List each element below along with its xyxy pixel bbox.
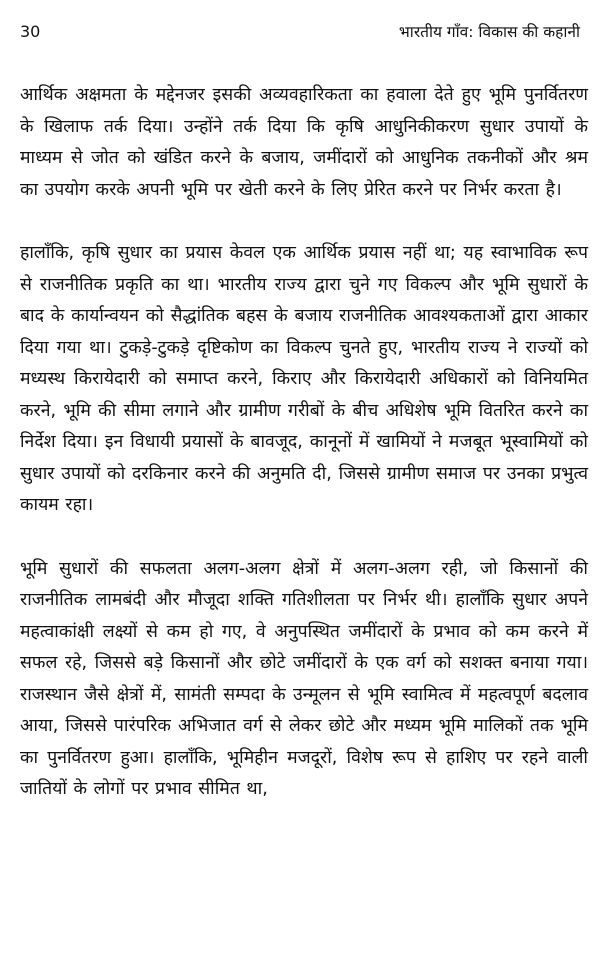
- page-number: 30: [20, 22, 41, 41]
- paragraph-2: हालाँकि, कृषि सुधार का प्रयास केवल एक आर्थिक प्रयास नहीं था; यह स्वाभाविक रूप से राजनीतिक प्रकृति का था। भारतीय राज्य द्वारा चुने गए विकल्प और भूमि सुधारों के बाद के कार्यान्वयन को सैद्धांतिक बहस के बजाय राजनीतिक आवश्यकताओं द्वारा आकार दिया गया था। टुकड़े-टुकड़े दृष्टिकोण का विकल्प चुनते हुए, भारतीय राज्य ने राज्यों को मध्यस्थ किरायेदारी को समाप्त करने, किराए और किरायेदारी अधिकारों को विनियमित करने, भूमि की सीमा लगाने और ग्रामीण गरीबों के बीच अधिशेष भूमि वितरित करने का निर्देश दिया। इन विधायी प्रयासों के बावजूद, कानूनों में खामियों ने मजबूत भूस्वामियों को सुधार उपायों को दरकिनार करने की अनुमति दी, जिससे ग्रामीण समाज पर उनका प्रभुत्व कायम रहा।: [20, 243, 588, 515]
- running-head: भारतीय गाँव: विकास की कहानी: [398, 23, 580, 41]
- paragraph-1: आर्थिक अक्षमता के मद्देनजर इसकी अव्यवहारिकता का हवाला देते हुए भूमि पुनर्वितरण के खिलाफ तर्क दिया। उन्होंने तर्क दिया कि कृषि आधुनिकीकरण सुधार उपायों के माध्यम से जोत को खंडित करने के बजाय, जमींदारों को आधुनिक तकनीकों और श्रम का उपयोग करके अपनी भूमि पर खेती करने के लिए प्रेरित करने पर निर्भर करता है।: [20, 85, 588, 200]
- page-header: [20, 22, 580, 46]
- body-text: [20, 80, 588, 806]
- paragraph-3: भूमि सुधारों की सफलता अलग-अलग क्षेत्रों में अलग-अलग रही, जो किसानों की राजनीतिक लामबंदी और मौजूदा शक्ति गतिशीलता पर निर्भर थी। हालाँकि सुधार अपने महत्वाकांक्षी लक्ष्यों से कम हो गए, वे अनुपस्थित जमींदारों के प्रभाव को कम करने में सफल रहे, जिससे बड़े किसानों और छोटे जमींदारों के एक वर्ग को सशक्त बनाया गया। राजस्थान जैसे क्षेत्रों में, सामंती सम्पदा के उन्मूलन से भूमि स्वामित्व में महत्वपूर्ण बदलाव आया, जिससे पारंपरिक अभिजात वर्ग से लेकर छोटे और मध्यम भूमि मालिकों तक भूमि का पुनर्वितरण हुआ। हालाँकि, भूमिहीन मजदूरों, विशेष रूप से हाशिए पर रहने वाली जातियों के लोगों पर प्रभाव सीमित था,: [20, 558, 588, 799]
